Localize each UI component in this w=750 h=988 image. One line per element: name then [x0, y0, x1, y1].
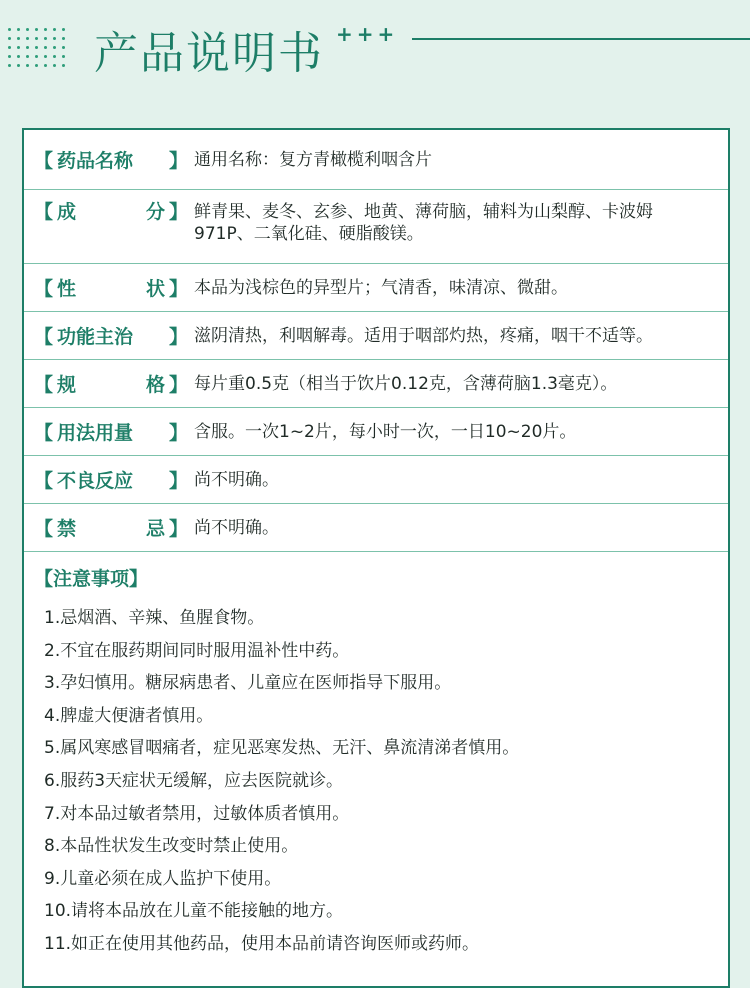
row-label: 【 性 状 】	[34, 278, 188, 300]
decorative-plus-signs: +++	[336, 22, 399, 46]
list-item: 11.如正在使用其他药品，使用本品前请咨询医师或药师。	[44, 933, 480, 954]
list-item: 2.不宜在服药期间同时服用温补性中药。	[44, 640, 350, 661]
list-item: 1.忌烟酒、辛辣、鱼腥食物。	[44, 608, 265, 628]
row-label: 【 规 格 】	[34, 374, 188, 396]
row-ingredients	[24, 190, 728, 264]
row-dosage	[24, 408, 728, 456]
list-item: 5.属风寒感冒咽痛者，症见恶寒发热、无汗、鼻流清涕者慎用。	[44, 738, 520, 759]
list-item: 4.脾虚大便溏者慎用。	[44, 705, 214, 726]
value-line: 鲜青果、麦冬、玄参、地黄、薄荷脑，辅料为山梨醇、卡波姆	[194, 202, 653, 222]
row-adverse-reactions	[24, 456, 728, 504]
row-label: 【 禁 忌 】	[34, 518, 188, 540]
list-item: 10.请将本品放在儿童不能接触的地方。	[44, 901, 344, 922]
row-label: 【 成 分 】	[34, 201, 188, 223]
page-header	[0, 0, 750, 110]
row-value: 通用名称：复方青橄榄利咽含片	[194, 149, 432, 170]
list-item: 8.本品性状发生改变时禁止使用。	[44, 836, 299, 857]
row-appearance	[24, 264, 728, 312]
instruction-card	[22, 128, 730, 988]
value-line: 971P、二氧化硅、硬脂酸镁。	[194, 224, 424, 244]
row-value: 尚不明确。	[194, 469, 279, 490]
row-value: 本品为浅棕色的异型片；气清香，味清凉、微甜。	[194, 277, 568, 298]
list-item: 3.孕妇慎用。糖尿病患者、儿童应在医师指导下服用。	[44, 673, 452, 694]
page-title: 产品说明书	[94, 28, 324, 79]
row-contraindications	[24, 504, 728, 552]
list-item: 6.服药3天症状无缓解，应去医院就诊。	[44, 770, 344, 791]
precautions-title: 【注意事项】	[34, 568, 149, 590]
row-value: 含服。一次1~2片，每小时一次，一日10~20片。	[194, 421, 577, 442]
row-value: 每片重0.5克（相当于饮片0.12克，含薄荷脑1.3毫克）。	[194, 373, 618, 394]
row-value	[188, 201, 720, 245]
decorative-dot-grid	[8, 28, 71, 73]
row-label: 【 药品名称 】	[34, 150, 188, 172]
row-specification	[24, 360, 728, 408]
row-indications	[24, 312, 728, 360]
precautions-list	[24, 594, 728, 961]
row-label: 【 用法用量 】	[34, 422, 188, 444]
row-label: 【 不良反应 】	[34, 470, 188, 492]
list-item: 7.对本品过敏者禁用，过敏体质者慎用。	[44, 803, 350, 824]
row-value: 尚不明确。	[194, 517, 279, 538]
row-label: 【 功能主治 】	[34, 326, 188, 348]
row-drug-name	[24, 130, 728, 190]
decorative-divider-line	[412, 38, 750, 40]
row-value: 滋阴清热，利咽解毒。适用于咽部灼热，疼痛，咽干不适等。	[194, 325, 653, 346]
list-item: 9.儿童必须在成人监护下使用。	[44, 868, 282, 889]
